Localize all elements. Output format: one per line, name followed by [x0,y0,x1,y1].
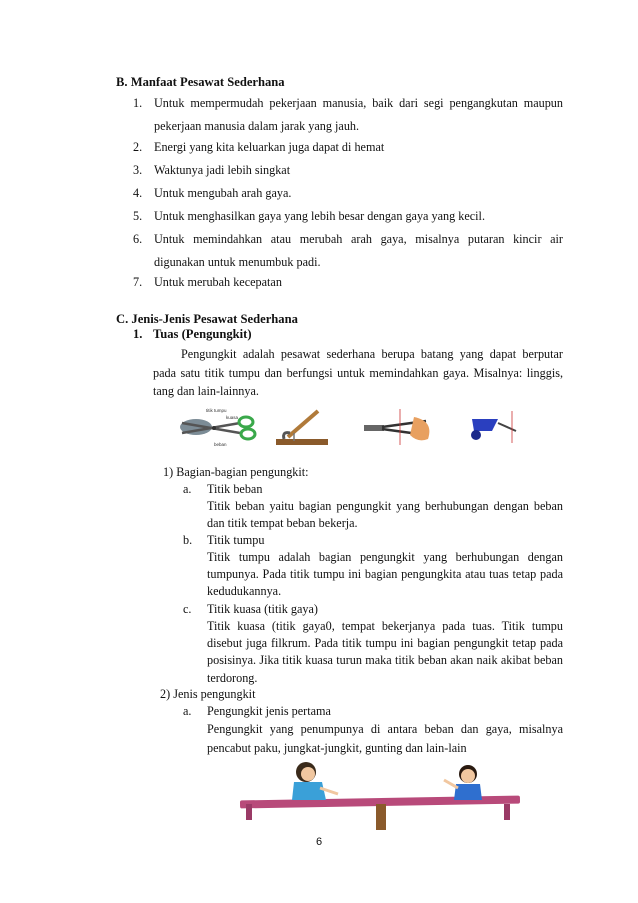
item-description: Pengungkit yang penumpunya di antara beban dan gaya, misalnya pencabut paku, jungkat-jungkit, gunting dan lain-lain [207,722,563,755]
list-number: 7. [133,275,143,289]
part1-title: 1) Bagian-bagian pengungkit: [163,465,309,479]
list-number: 6. [133,232,143,246]
list-number: 3. [133,163,143,177]
subsection-number: 1. [133,327,143,341]
lever-images [176,403,526,449]
item-letter: c. [183,602,192,616]
lever-examples-illustration [176,403,526,449]
list-item [133,228,563,274]
hammer-illustration [276,411,328,445]
item-letter: b. [183,533,193,547]
list-item [133,92,563,138]
label-effort: kuasa [226,415,239,420]
list-number: 2. [133,140,143,154]
part2-title: 2) Jenis pengungkit [160,687,256,701]
list-item [133,182,563,205]
pliers-illustration [364,409,429,445]
list-text: Waktunya jadi lebih singkat [154,163,291,177]
list-number: 1. [133,96,143,110]
list-text: Untuk mempermudah pekerjaan manusia, baik dari segi pengangkutan maupun pekerjaan manusia dalam jarak yang jauh. [154,96,563,133]
list-text: Untuk mengubah arah gaya. [154,186,292,200]
section-c-heading: C. Jenis-Jenis Pesawat Sederhana [116,312,298,326]
item-letter: a. [183,482,192,496]
section-b-heading: B. Manfaat Pesawat Sederhana [116,75,285,89]
item-letter: a. [183,704,192,718]
item-description: Titik tumpu adalah bagian pengungkit yang berhubungan dengan tumpunya. Pada titik tumpu ini bagian pengungkita atau tuas tetap pada kedudukannya. [207,550,563,599]
item-description: Titik beban yaitu bagian pengungkit yang berhubungan dengan beban dan titik tempat beban bekerja. [207,499,563,531]
list-number: 5. [133,209,143,223]
list-text: Energi yang kita keluarkan juga dapat di hemat [154,140,385,154]
seesaw-illustration [236,760,526,832]
list-item [133,159,563,182]
list-text: Untuk menghasilkan gaya yang lebih besar dengan gaya yang kecil. [154,209,485,223]
item-description: Titik kuasa (titik gaya0, tempat bekerjanya pada tuas. Titik tumpu disebut juga filkrum. Pada titik tumpu ini bagian pengungkit tetap pada posisinya. Jika titik kuasa turun maka titik beban akan naik akibat beban terdorong. [207,619,563,685]
list-item [133,271,563,294]
wheelbarrow-illustration [471,411,516,443]
list-number: 4. [133,186,143,200]
list-item [133,205,563,228]
scissors-illustration [180,408,255,447]
label-fulcrum: titik tumpu [206,408,227,413]
list-text: Untuk merubah kecepatan [154,275,282,289]
intro-paragraph: Pengungkit adalah pesawat sederhana berupa batang yang dapat berputar pada satu titik tumpu dan berfungsi untuk memindahkan gaya. Misalnya: linggis, tang dan lain-lainnya. [153,347,563,399]
subsection-title: Tuas (Pengungkit) [153,327,252,341]
list-item [133,136,563,159]
item-name: Pengungkit jenis pertama [207,704,331,718]
item-name: Titik beban [207,482,263,496]
item-name: Titik tumpu [207,533,265,547]
list-text: Untuk memindahkan atau merubah arah gaya, misalnya putaran kincir air digunakan untuk menumbuk padi. [154,232,563,269]
item-name: Titik kuasa (titik gaya) [207,602,318,616]
page-number: 6 [315,836,323,848]
label-load: beban [214,442,227,447]
